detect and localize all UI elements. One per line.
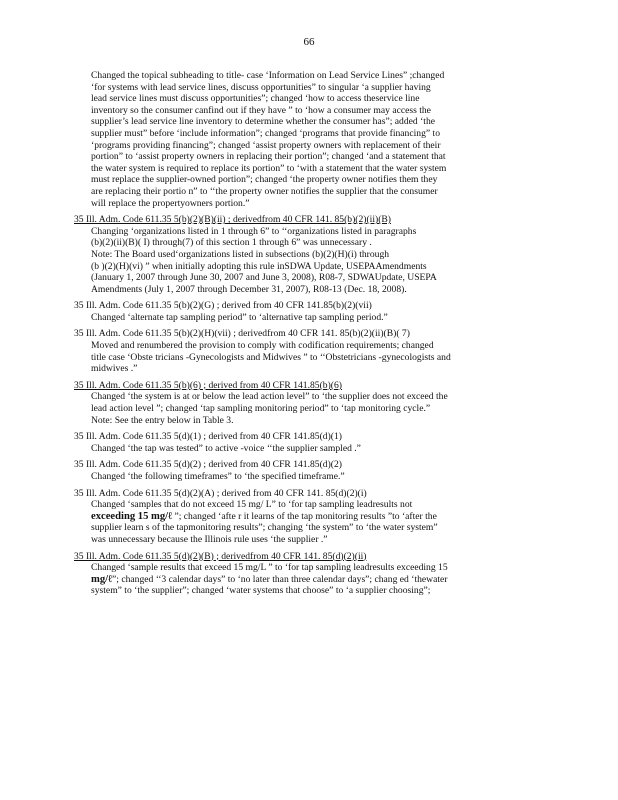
citation-entry bbox=[74, 431, 542, 454]
text-line: lead action level ”; changed ‘tap sampling monitoring period” to ‘tap monitoring cycle.” bbox=[91, 403, 431, 415]
text-line: inventory so the consumer canfind out if they have ” to ‘how a consumer may access the bbox=[91, 104, 431, 116]
text-line: title case ‘Obste tricians -Gynecologists and Midwives ” to ‘‘Obstetricians -gynecologists and bbox=[91, 351, 451, 363]
text-line: will replace the propertyowners portion.” bbox=[91, 197, 250, 209]
citation-entry bbox=[74, 488, 542, 546]
change-description bbox=[74, 562, 542, 597]
citation-heading: 35 Ill. Adm. Code 611.35 5(d)(2) ; derived from 40 CFR 141.85(d)(2) bbox=[74, 459, 342, 471]
citation-entry bbox=[74, 328, 542, 374]
text-line: mg/ℓ”; changed ‘‘3 calendar days” to ‘no later than three calendar days”; chang ed ‘thewater bbox=[91, 573, 448, 585]
text-line: Amendments (July 1, 2007 through December 31, 2007), R08-13 (Dec. 18, 2008). bbox=[91, 283, 407, 295]
text-line: Moved and renumbered the provision to comply with codification requirements; changed bbox=[91, 340, 434, 352]
text-line: supplier’s lead service line inventory to determine whether the consumer has”; added ‘the bbox=[91, 116, 436, 128]
change-description bbox=[74, 471, 542, 483]
text-line: was unnecessary because the Illinois rule uses ‘the supplier .” bbox=[91, 533, 328, 545]
text-line: Changed ‘the system is at or below the lead action level” to ‘the supplier does not exceed the bbox=[91, 391, 448, 403]
text-line: supplier learn s of the tapmonitoring results”; changing ‘the system” to ‘the water system” bbox=[91, 522, 438, 534]
text-line: are replacing their portio n” to ‘‘the property owner notifies the supplier that the consumer bbox=[91, 185, 438, 197]
text-line: Changed ‘samples that do not exceed 15 mg/ L” to ‘for tap sampling leadresults not bbox=[91, 499, 413, 511]
citation-entry bbox=[74, 380, 542, 426]
citation-entry bbox=[74, 459, 542, 482]
citation-heading: 35 Ill. Adm. Code 611.35 5(b)(2)(G) ; derived from 40 CFR 141.85(b)(2)(vii) bbox=[74, 300, 372, 312]
change-description bbox=[74, 312, 542, 324]
text-line: Note: The Board used‘organizations listed in subsections (b)(2)(H)(i) through bbox=[91, 248, 390, 260]
text-line: Changed ‘the tap was tested” to active -voice ‘‘the supplier sampled .” bbox=[91, 442, 361, 454]
citation-heading: 35 Ill. Adm. Code 611.35 5(d)(2)(A) ; derived from 40 CFR 141. 85(d)(2)(i) bbox=[74, 487, 367, 499]
text-line: system” to ‘the supplier”; changed ‘water systems that choose” to ‘a supplier choosing”; bbox=[91, 585, 431, 597]
citation-entry bbox=[74, 214, 542, 295]
text-line: ‘for systems with lead service lines, discuss opportunities” to singular ‘a supplier having bbox=[91, 81, 431, 93]
change-description bbox=[74, 443, 542, 455]
page-number: 66 bbox=[303, 36, 315, 48]
citation-heading: 35 Ill. Adm. Code 611.35 5(b)(6) ; derived from 40 CFR 141.85(b)(6) bbox=[74, 379, 342, 391]
citation-heading: 35 Ill. Adm. Code 611.35 5(d)(1) ; derived from 40 CFR 141.85(d)(1) bbox=[74, 431, 342, 443]
unit-text: exceeding 15 mg/ℓ bbox=[91, 510, 173, 522]
text-line: Changed the topical subheading to title- case ‘Information on Lead Service Lines” ;changed bbox=[91, 70, 445, 81]
text-line: supplier must” before ‘include information”; changed ‘programs that provide financing” to bbox=[91, 127, 440, 139]
citation-entry bbox=[74, 551, 542, 597]
text-line: Changed ‘alternate tap sampling period” to ‘alternative tap sampling period.” bbox=[91, 311, 388, 323]
text-line: midwives .” bbox=[91, 363, 138, 375]
entry-list bbox=[74, 214, 542, 597]
change-description bbox=[74, 499, 542, 545]
change-description bbox=[74, 226, 542, 296]
change-description bbox=[74, 340, 542, 375]
text-line: Changed ‘the following timeframes” to ‘the specified timeframe.” bbox=[91, 471, 345, 482]
citation-heading: 35 Ill. Adm. Code 611.35 5(d)(2)(B) ; derivedfrom 40 CFR 141. 85(d)(2)(ii) bbox=[74, 550, 367, 562]
text-line: lead service lines must discuss opportunities”; changed ‘how to access theservice line bbox=[91, 93, 420, 105]
page-content bbox=[74, 70, 542, 597]
citation-heading: 35 Ill. Adm. Code 611.35 5(b)(2)(B)(ii) ; derivedfrom 40 CFR 141. 85(b)(2)(ii)(B) bbox=[74, 214, 391, 226]
text-line: exceeding 15 mg/ℓ ”; changed ‘afte r it learns of the tap monitoring results ”to ‘after the bbox=[91, 510, 437, 522]
text-line: (b)(2)(ii)(B)( I) through(7) of this section 1 through 6” was unnecessary . bbox=[91, 237, 372, 249]
intro-paragraph bbox=[74, 70, 542, 209]
text-line: Changed ‘sample results that exceed 15 mg/L ” to ‘for tap sampling leadresults exceeding 15 bbox=[91, 562, 448, 574]
text-line: (January 1, 2007 through June 30, 2007 and June 3, 2008), R08-7, SDWAUpdate, USEPA bbox=[91, 272, 437, 284]
unit-text: mg/ℓ bbox=[91, 573, 113, 585]
change-description bbox=[74, 391, 542, 426]
text-line: must replace the supplier-owned portion”; changed ‘the property owner notifies them they bbox=[91, 174, 438, 186]
citation-heading: 35 Ill. Adm. Code 611.35 5(b)(2)(H)(vii) ; derivedfrom 40 CFR 141. 85(b)(2)(ii)(B)( 7) bbox=[74, 328, 410, 340]
text-line: portion” to ‘assist property owners in replacing their portion”; changed ‘and a statement that bbox=[91, 151, 446, 163]
text-line: Changing ‘organizations listed in 1 through 6” to ‘‘organizations listed in paragraphs bbox=[91, 225, 417, 237]
text-line: (b )(2)(H)(vi) ” when initially adopting this rule inSDWA Update, USEPAAmendments bbox=[91, 260, 427, 272]
text-line: the water system is required to replace its portion” to ‘with a statement that the water system bbox=[91, 162, 447, 174]
text-line: ‘programs providing financing”; changed ‘assist property owners with replacement of their bbox=[91, 139, 441, 151]
text-line: Note: See the entry below in Table 3. bbox=[91, 414, 234, 426]
citation-entry bbox=[74, 300, 542, 323]
